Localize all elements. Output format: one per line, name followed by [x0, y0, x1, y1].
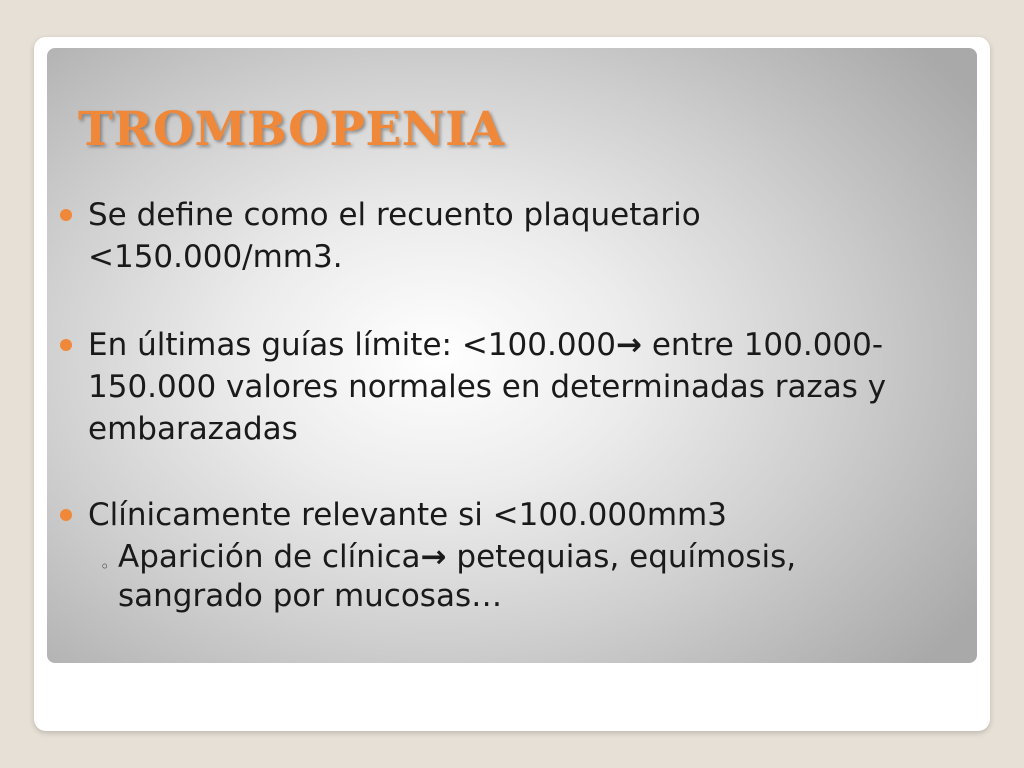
sub-bullet-text: Aparición de clínica [118, 539, 421, 575]
bullet-text: En últimas guías límite: <100.000 [88, 327, 616, 363]
slide-body [60, 194, 940, 616]
bullet-text: Se define como el recuento plaquetario <150.000/mm3. [88, 197, 701, 275]
bullet-item [60, 324, 940, 450]
sub-bullet-text: petequias, equímosis, sangrado por mucosas… [118, 539, 797, 614]
bullet-text: entre 100.000-150.000 valores normales en determinadas razas y embarazadas [88, 327, 887, 447]
bullet-item [60, 194, 940, 278]
bullet-dot-icon [60, 509, 72, 521]
bullet-item [60, 494, 940, 536]
bullet-text: Clínicamente relevante si <100.000mm3 [88, 497, 727, 533]
slide-title: TROMBOPENIA [78, 102, 505, 157]
sub-bullet-item [60, 538, 940, 616]
bullet-dot-icon [60, 339, 72, 351]
bullet-dot-icon [60, 209, 72, 221]
arrow-right-icon: → [615, 327, 642, 363]
sub-bullet-ring-icon: ◦ [100, 557, 110, 576]
arrow-right-icon: → [420, 539, 447, 575]
